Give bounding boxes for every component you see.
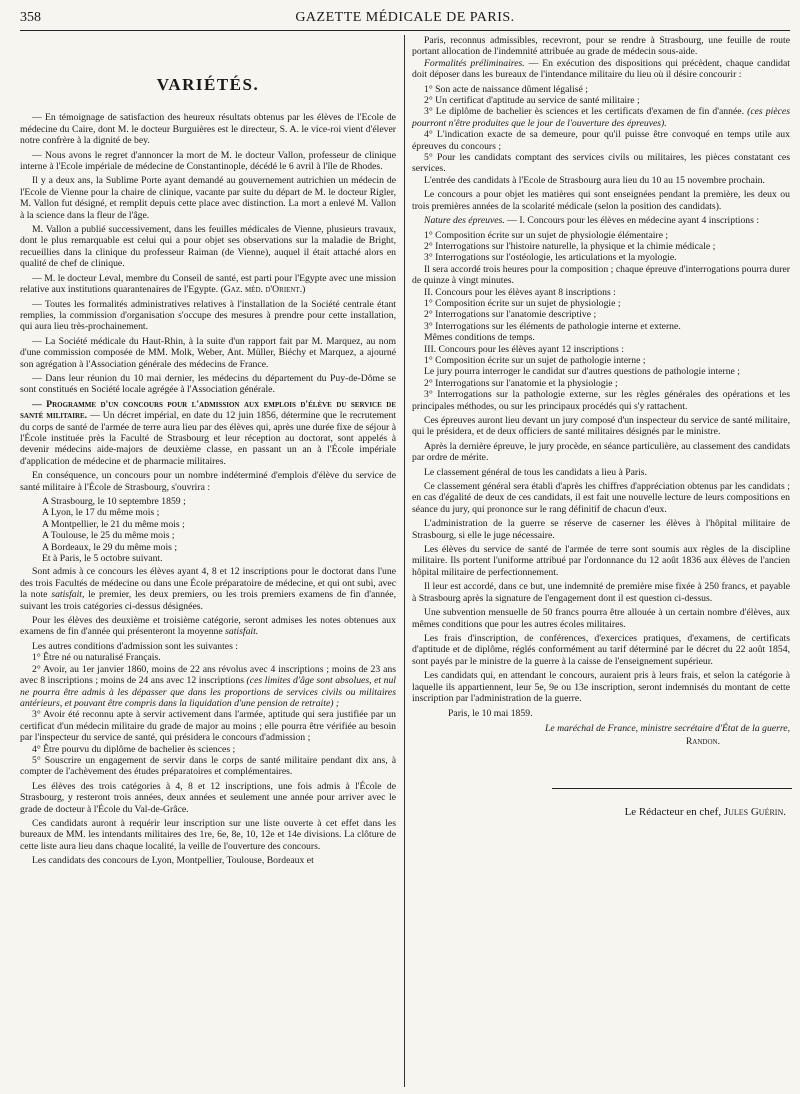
formality-item	[412, 106, 790, 129]
paragraph: Les autres conditions d'admission sont les suivantes :	[32, 640, 238, 652]
formality-item: 5° Pour les candidats comptant des services civils ou militaires, les pièces constatant ces services.	[412, 152, 790, 175]
paragraph	[20, 615, 396, 638]
editor-credit	[412, 807, 786, 818]
paragraph: Les candidats qui, en attendant le concours, auraient pris à leurs frais, et selon la catégorie à laquelle ils appartiennent, leur 5e, 9e ou 13e inscription, seront indemnisés du montant de cette inscription par l'administration de la guerre.	[412, 670, 790, 704]
formality-item: 1° Son acte de naissance dûment légalisé ;	[424, 83, 588, 95]
date-item: A Montpellier, le 21 du même mois ;	[42, 518, 185, 530]
paragraph: Les élèves des trois catégories à 4, 8 et 12 inscriptions, une fois admis à l'École de Strasbourg, y resteront trois années, deux années et seulement une année pour arriver avec le grade de docteur à l'École du Val-de-Grâce.	[20, 780, 396, 815]
paragraph-text: — M. le docteur Leval, membre du Conseil de santé, est parti pour l'Egypte avec une mission relative aux institutions quarantenaires de l'Egypte.	[20, 272, 396, 296]
paragraph: L'entrée des candidats à l'Ecole de Strasbourg aura lieu du 10 au 15 novembre prochain.	[424, 174, 765, 186]
paragraph-text: — Un décret impérial, en date du 12 juin 1856, détermine que le recrutement du corps de santé de l'armée de terre aura lieu par des élèves qui, après une durée fixe de séjour à l'École instituée près la Faculté de Strasbourg et leur réception au doctorat, sont appelés à devenir médecins aide-majors de deuxième classe, en passant un an à l'École impériale d'application de médecine et de pharmacie militaires.	[20, 410, 396, 467]
paragraph: Il y a deux ans, la Sublime Porte ayant demandé au gouvernement autrichien un médecin de l'Ecole de Vienne pour la chaire de clinique, vacante par suite du départ de M. le docteur Rigler, M. Vallon fut désigné, et remplit depuis cette place avec distinction. La mort a enlevé M. Vallon à la science dans la fleur de l'âge.	[20, 175, 396, 221]
exam-item: 1° Composition écrite sur un sujet de pathologie interne ;	[424, 354, 646, 366]
paragraph	[412, 215, 790, 226]
italic-heading: Formalités préliminaires.	[424, 57, 525, 69]
exam-item: 3° Interrogations sur la pathologie externe, sur les règles générales des opérations et les principales méthodes, ou sur les principaux procédés qui s'y rattachent.	[412, 389, 790, 412]
paragraph: M. Vallon a publié successivement, dans les feuilles médicales de Vienne, plusieurs travaux, dont le plus remarquable est celui qui a pour objet ses observations sur la maladie de Bright, recueillies dans la clinique du professeur Raiman (de Vienne), auquel il était attaché alors en qualité de chef de clinique.	[20, 224, 396, 270]
paragraph: Les candidats des concours de Lyon, Montpellier, Toulouse, Bordeaux et	[32, 855, 314, 867]
condition-item: 5° Souscrire un engagement de servir dans le corps de santé militaire pendant dix ans, à compter de l'achèvement des études préparatoires et complémentaires.	[20, 754, 396, 778]
exam-item: 1° Composition écrite sur un sujet de physiologie ;	[424, 297, 621, 309]
paragraph: — Nous avons le regret d'annoncer la mort de M. le docteur Vallon, professeur de clinique interne à l'Ecole impériale de médecine de Constantinople, décédé le 6 avril à l'île de Rhodes.	[20, 149, 396, 173]
paragraph-text: — En exécution des dispositions qui précèdent, chaque candidat doit déposer dans les bureaux de l'intendance militaire du lieu où il désire concourir :	[412, 57, 790, 81]
exam-item: 3° Interrogations sur les éléments de pathologie interne et externe.	[424, 320, 681, 332]
italic-term: satisfait.	[225, 626, 259, 638]
paragraph-text: — I. Concours pour les élèves en médecine ayant 4 inscriptions :	[507, 215, 760, 227]
journal-title: GAZETTE MÉDICALE DE PARIS.	[295, 10, 515, 25]
column-divider	[404, 35, 405, 1087]
paragraph: Ce classement général sera établi d'après les chiffres d'appréciation obtenus par les candidats ; en cas d'égalité de deux de ces candidats, il est fait une nouvelle lecture de leurs compositions en séance du jury, qui prononce sur le rang définitif de chacun d'eux.	[412, 481, 790, 515]
date-item: A Strasbourg, le 10 septembre 1859 ;	[42, 496, 186, 507]
paragraph: Ces candidats auront à requérir leur inscription sur une liste ouverte à cet effet dans les bureaux de MM. les intendants militaires des 1re, 6e, 8e, 10, 12e et 14e divisions. La clôture de cette liste aura lieu dans chaque localité, la veille de l'ouverture des concours.	[20, 817, 396, 852]
italic-note: (ces limites d'âge sont absolues, et nul ne pourra être admis à les dépasser que dans les proportions de services civils ou militaires antérieurs, et pouvant être compris dans la liquidation d'une pension de retraite) ;	[20, 675, 396, 709]
date-item: A Toulouse, le 25 du même mois ;	[42, 530, 175, 542]
paragraph: Les élèves du service de santé de l'armée de terre sont soumis aux règles de la discipline militaire. Ils portent l'uniforme attribué par l'ordonnance du 12 août 1836 aux élèves de l'ancien hôpital militaire de perfectionnement.	[412, 544, 790, 578]
editor-name: Jules Guérin.	[723, 805, 786, 818]
paragraph-text: Sont admis à ce concours les élèves ayant 4, 8 et 12 inscriptions pour le doctorat dans l'une des trois Facultés de médecine ou dans une École préparatoire de médecine, et qui ont subi, avec la note	[20, 566, 396, 601]
formality-item: 4° L'indication exacte de sa demeure, pour qu'il puisse être convoqué en temps utile aux épreuves du concours ;	[412, 129, 790, 152]
paragraph-text: 3° Le diplôme de bachelier ès sciences et les certificats d'examen de fin d'année.	[424, 106, 744, 118]
paragraph-text: , le premier, les deux premiers, ou les trois premiers examens de fin d'année, suivant les trois catégories ci-dessus désignées.	[20, 589, 397, 612]
paragraph: Une subvention mensuelle de 50 francs pourra être allouée à un certain nombre d'élèves, aux mêmes conditions que pour les autres écoles militaires.	[412, 607, 790, 630]
paragraph	[20, 566, 396, 612]
formality-item: 2° Un certificat d'aptitude au service de santé militaire ;	[424, 95, 640, 107]
paragraph-text: Pour les élèves des deuxième et troisième catégorie, seront admises les notes obtenues aux examens de fin d'année qui présenteront la moyenne	[20, 615, 396, 638]
exam-item: 2° Interrogations sur l'anatomie et la physiologie ;	[424, 377, 618, 389]
condition-item: 4° Être pourvu du diplôme de bachelier ès sciences ;	[32, 743, 236, 755]
right-column	[412, 35, 790, 1087]
condition-item	[20, 664, 396, 710]
italic-term: satisfait	[51, 589, 82, 601]
running-head	[20, 8, 790, 31]
paragraph: Après la dernière épreuve, le jury procède, en séance particulière, au classement des candidats par ordre de mérite.	[412, 440, 790, 464]
paragraph: — Dans leur réunion du 10 mai dernier, les médecins du département du Puy-de-Dôme se sont constitués en Société locale agrégée à l'Association générale.	[20, 372, 396, 396]
signature-name: Randon.	[685, 736, 720, 748]
exam-item: 1° Composition écrite sur un sujet de physiologie élémentaire ;	[424, 229, 669, 241]
condition-item: 1° Être né ou naturalisé Français.	[32, 652, 161, 664]
paragraph: III. Concours pour les élèves ayant 12 inscriptions :	[424, 343, 624, 355]
paragraph: Les frais d'inscription, de conférences, d'exercices pratiques, d'examens, de certificats d'aptitude et de diplôme, réglés conformément au tarif déterminé par le décret du 22 août 1854, sont payés par le ministre de la guerre à la caisse de l'enseignement supérieur.	[412, 632, 790, 667]
paragraph	[412, 58, 790, 81]
source-citation: (Gaz. méd. d'Orient.)	[220, 284, 306, 296]
editor-label: Le Rédacteur en chef,	[624, 805, 722, 818]
concours-date-list	[42, 496, 396, 564]
signature-date: Paris, le 10 mai 1859.	[448, 708, 533, 720]
exam-item: 2° Interrogations sur l'histoire naturelle, la physique et la chimie médicale ;	[424, 240, 716, 252]
closing-rule	[552, 788, 792, 789]
signature-title: Le maréchal de France, ministre secrétaire d'État de la guerre,	[544, 722, 790, 734]
exam-item: Mêmes conditions de temps.	[424, 332, 535, 344]
italic-note: (ces pièces pourront n'être produites que le jour de l'ouverture des épreuves).	[412, 106, 790, 129]
exam-item: 3° Interrogations sur l'ostéologie, les articulations et la myologie.	[424, 252, 677, 264]
page-number: 358	[20, 10, 41, 25]
paragraph: Paris, reconnus admissibles, recevront, pour se rendre à Strasbourg, une feuille de route portant allocation de l'indemnité attribuée au grade de médecin sous-aide.	[412, 35, 790, 58]
paragraph: Ces épreuves auront lieu devant un jury composé d'un inspecteur du service de santé militaire, qui le présidera, et de deux officiers de santé militaires désignés par le ministre.	[412, 415, 790, 438]
paragraph: — La Société médicale du Haut-Rhin, à la suite d'un rapport fait par M. Marquez, au nom d'une commission composée de MM. Molk, Weber, Ant. Müller, Biéchy et Marquez, a ajourné son agrégation à l'Association générale des médecins de France.	[20, 335, 396, 370]
paragraph	[20, 399, 396, 467]
date-item: A Bordeaux, le 29 du même mois ;	[42, 541, 178, 553]
paragraph: En conséquence, un concours pour un nombre indéterminé d'emplois d'élève du service de santé militaire à l'École de Strasbourg, s'ouvrira :	[20, 470, 396, 493]
section-title: VARIÉTÉS.	[156, 75, 260, 94]
exam-item: Le jury pourra interroger le candidat sur d'autres questions de pathologie interne ;	[424, 366, 740, 378]
paragraph: Il leur est accordé, dans ce but, une indemnité de première mise fixée à 250 francs, et payable à Strasbourg après la signature de l'engagement dont il est question ci-dessus.	[412, 581, 790, 604]
programme-heading: — Programme d'un concours pour l'admission aux emplois d'élève du service de santé militaire.	[20, 398, 396, 422]
two-column-body	[20, 35, 790, 1087]
paragraph-text: 2° Avoir, au 1er janvier 1860, moins de 22 ans révolus avec 4 inscriptions ; moins de 23 ans avec 8 inscriptions ; moins de 24 ans avec 12 inscriptions	[20, 663, 396, 687]
exam-item: 2° Interrogations sur l'anatomie descriptive ;	[424, 309, 597, 321]
paragraph: L'administration de la guerre se réserve de caserner les élèves à l'hôpital militaire de Strasbourg, si elle le juge nécessaire.	[412, 518, 790, 541]
paragraph: Le classement général de tous les candidats a lieu à Paris.	[424, 466, 648, 478]
paragraph: II. Concours pour les élèves ayant 8 inscriptions :	[424, 286, 616, 298]
paragraph: — En témoignage de satisfaction des heureux résultats obtenus par les élèves de l'Ecole de médecine du Caire, dont M. le docteur Burguières est le directeur, S. A. le vice-roi vient d'élever notre confrère à la dignité de bey.	[20, 112, 396, 147]
condition-item: 3° Avoir été reconnu apte à servir activement dans l'armée, aptitude qui sera justifiée par un certificat d'un médecin militaire du grade de major au moins ; elle pourra être vérifiée au besoin par l'inspecteur du service de santé, qui présidera le concours d'admission ;	[20, 709, 396, 744]
paragraph: Le concours a pour objet les matières qui sont enseignées pendant la première, les deux ou trois premières années de la scolarité médicale (selon la position des candidats).	[412, 189, 790, 212]
date-item: A Lyon, le 17 du même mois ;	[42, 507, 160, 519]
date-item: Et à Paris, le 5 octobre suivant.	[42, 553, 163, 565]
paragraph: — Toutes les formalités administratives relatives à l'installation de la Société centrale étant remplies, la commission d'organisation s'occupe des mesures à prendre pour cette installation, qui aura lieu très-prochainement.	[20, 298, 396, 333]
italic-heading: Nature des épreuves.	[424, 215, 505, 227]
paragraph	[20, 273, 396, 296]
paragraph: Il sera accordé trois heures pour la composition ; chaque épreuve d'interrogations pourra durer de quinze à vingt minutes.	[412, 263, 790, 287]
left-column	[20, 35, 396, 1087]
